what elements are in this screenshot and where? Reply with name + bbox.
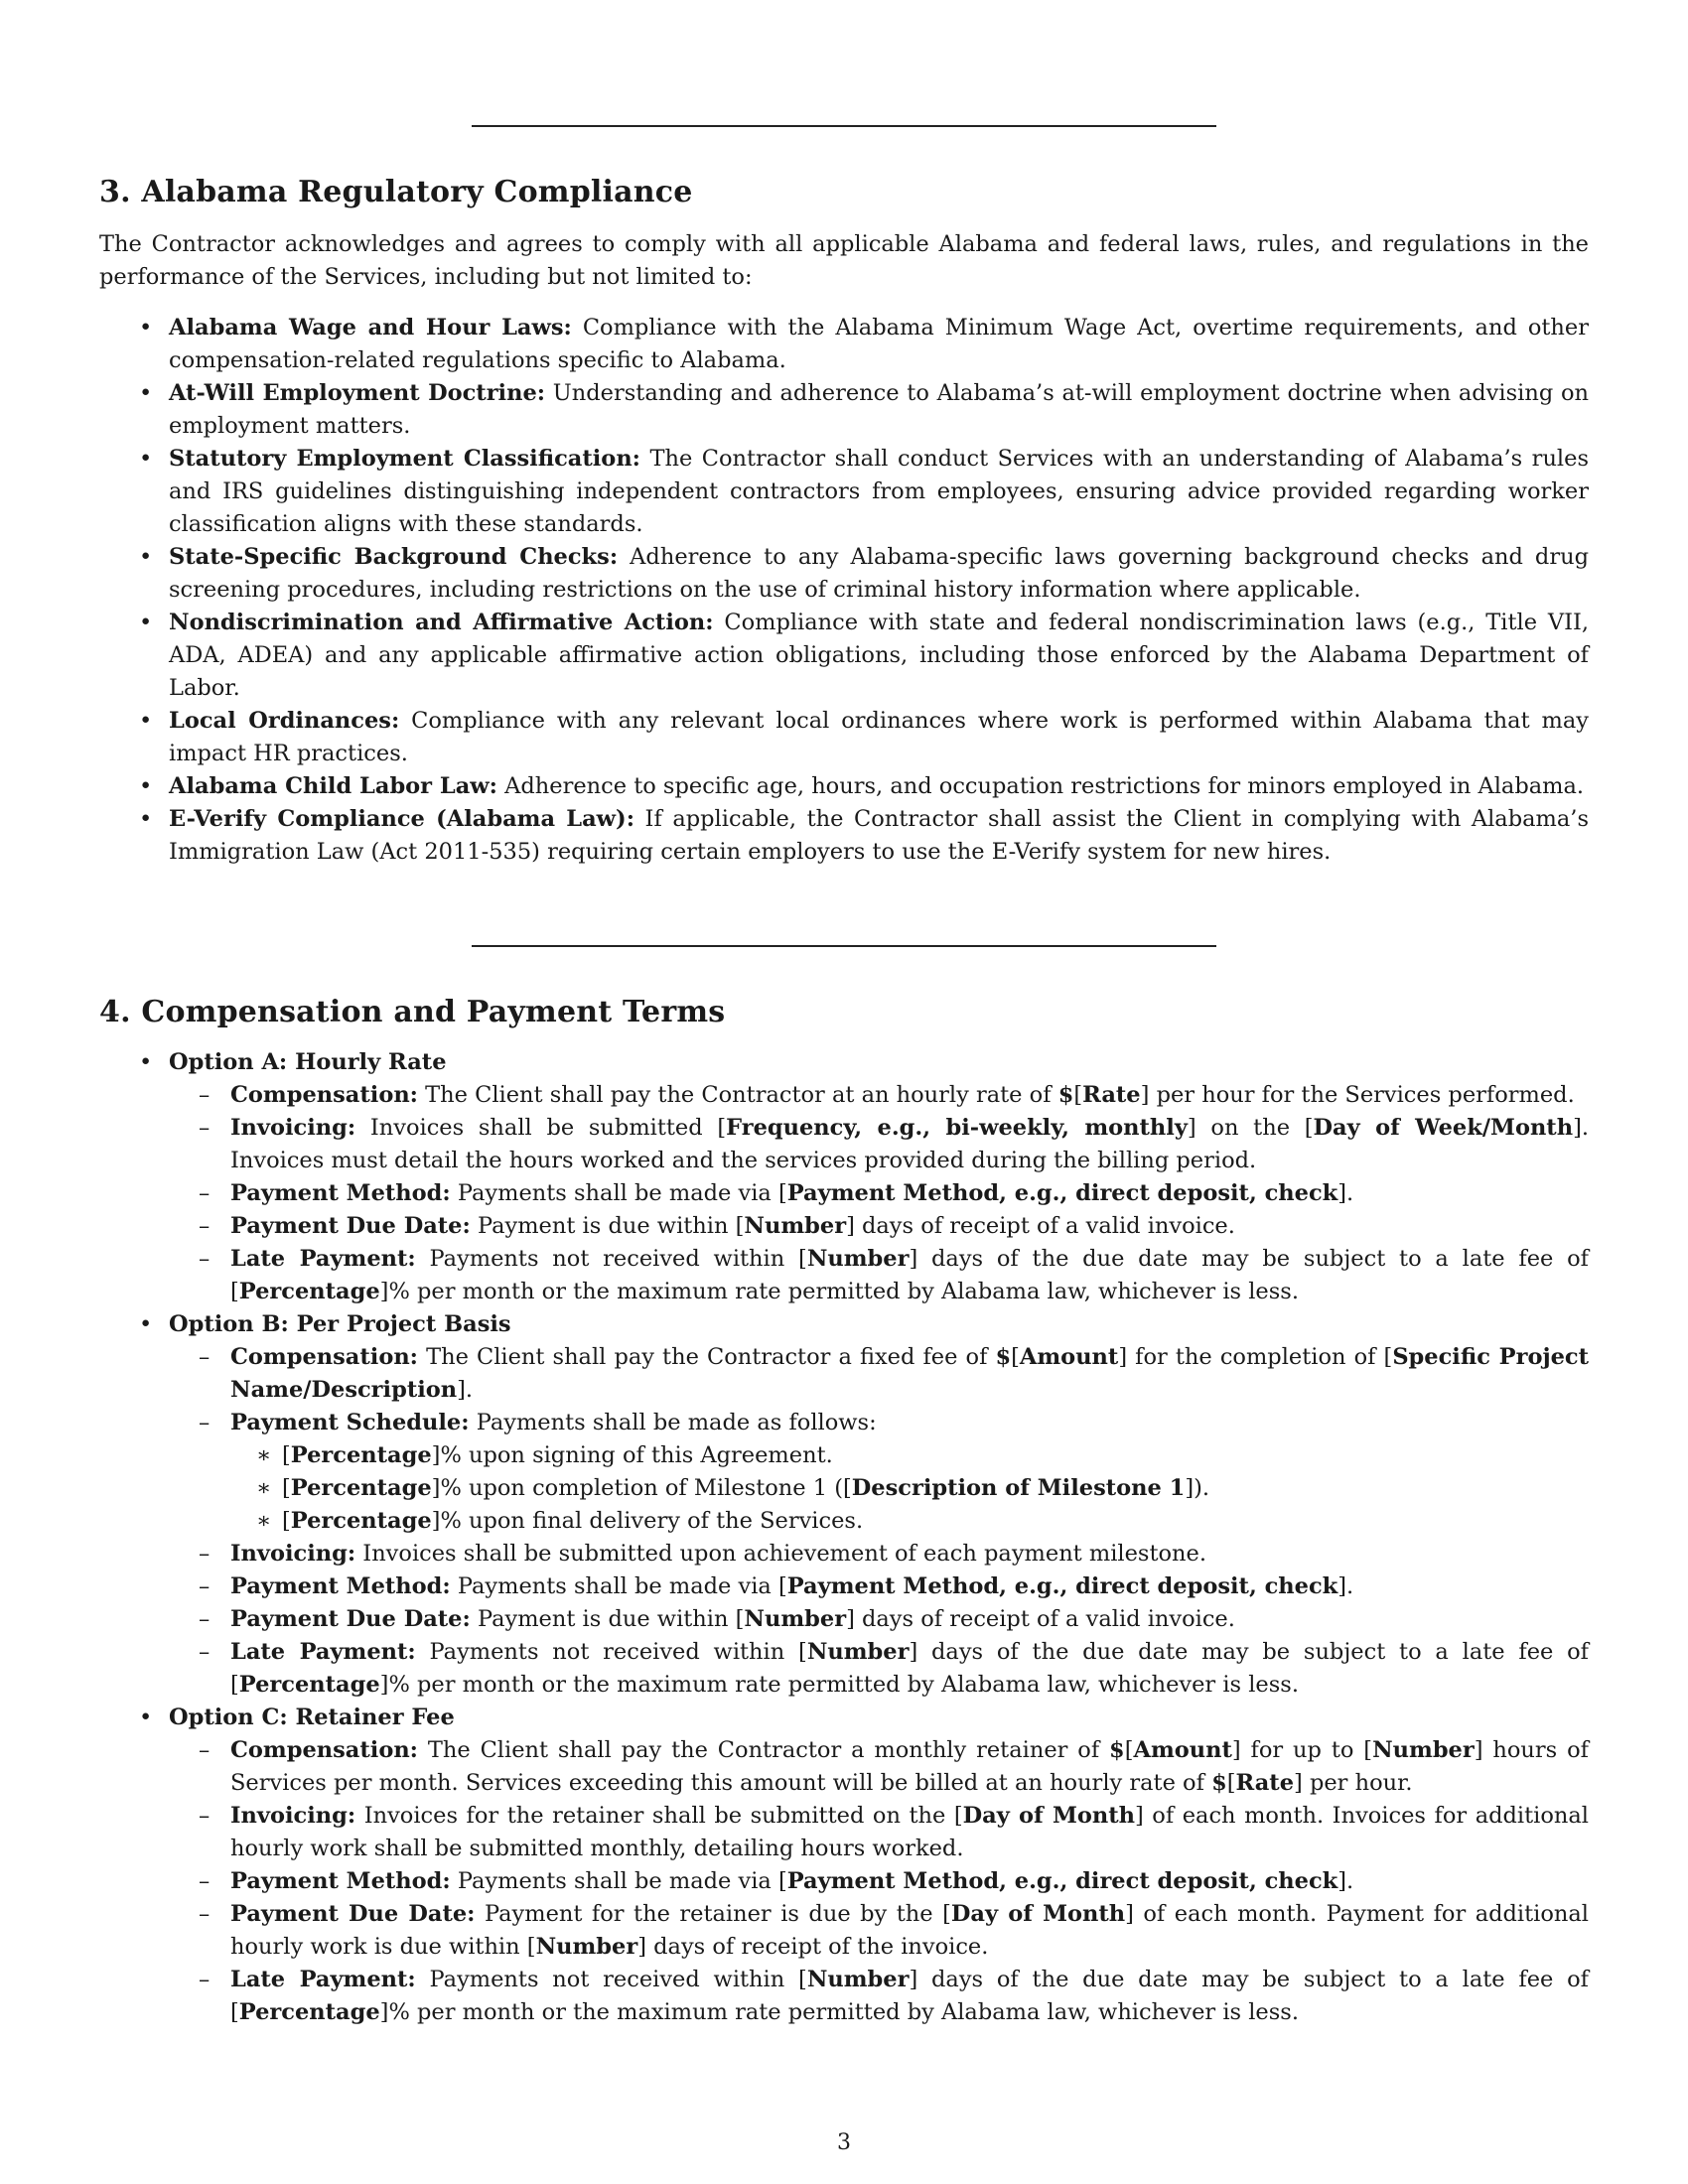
text-run: ]% upon signing of this Agreement. — [431, 1442, 833, 1468]
milestone-item — [230, 1439, 1589, 1472]
bold-text: Number — [535, 1934, 638, 1960]
text-run: ] days of receipt of a valid invoice. — [846, 1213, 1235, 1239]
text-run: Payment for the retainer is due by the [ — [475, 1901, 951, 1927]
item-text: Compliance with any relevant local ordinances where work is performed within Alabama that may impact HR practices. — [169, 708, 1589, 766]
bold-text: Payment Due Date: — [230, 1606, 471, 1632]
option-term — [169, 1407, 1589, 1538]
text-run: [ — [1073, 1082, 1083, 1108]
option-term — [169, 1243, 1589, 1308]
section-4-list-container — [99, 1046, 1589, 2029]
item-text: Adherence to specific age, hours, and occupation restrictions for minors employed in Alabama. — [496, 773, 1585, 799]
text-run: ]% per month or the maximum rate permitted by Alabama law, whichever is less. — [379, 1999, 1299, 2025]
text-run: ]% per month or the maximum rate permitted by Alabama law, whichever is less. — [379, 1279, 1299, 1304]
bold-text: Invoicing: — [230, 1803, 356, 1829]
bold-text: Day of Week/Month — [1313, 1115, 1574, 1141]
option-title: Option A: Hourly Rate — [169, 1049, 447, 1075]
item-label: E-Verify Compliance (Alabama Law): — [169, 806, 634, 832]
text-run: Payment is due within [ — [470, 1606, 745, 1632]
bold-text: Percentage — [290, 1442, 432, 1468]
bold-text: Rate — [1082, 1082, 1141, 1108]
text-run: ]). — [1185, 1475, 1210, 1501]
text-run: Payments not received within [ — [415, 1639, 807, 1665]
bold-text: $ — [1109, 1737, 1125, 1763]
compliance-item — [99, 377, 1589, 443]
item-text: Adherence to any Alabama-specific laws governing background checks and drug screening procedures, including restrictions on the use of criminal history information where applicable. — [169, 544, 1589, 603]
bold-text: Payment Method, e.g., direct deposit, check — [786, 1180, 1338, 1206]
item-text: Compliance with the Alabama Minimum Wage Act, overtime requirements, and other compensation-related regulations specific to Alabama. — [169, 315, 1589, 373]
option-term — [169, 1865, 1589, 1898]
text-run: ] on the [ — [1187, 1115, 1314, 1141]
payment-option — [99, 1046, 1589, 1308]
text-run: ]% per month or the maximum rate permitted by Alabama law, whichever is less. — [379, 1672, 1299, 1698]
compliance-list — [99, 312, 1589, 869]
text-run: ] days of receipt of a valid invoice. — [846, 1606, 1235, 1632]
bold-text: Compensation: — [230, 1737, 418, 1763]
text-run: ]. — [1337, 1573, 1354, 1599]
bold-text: $ — [995, 1344, 1012, 1370]
item-text: The Contractor shall conduct Services with an understanding of Alabama’s rules and IRS guidelines distinguishing independent contractors from employees, ensuring advice provided regarding worker classification aligns with these standards. — [169, 446, 1589, 537]
bold-text: Late Payment: — [230, 1246, 416, 1272]
text-run: Invoices shall be submitted [ — [355, 1115, 727, 1141]
compliance-item — [99, 705, 1589, 770]
page-number: 3 — [837, 2130, 851, 2155]
text-run: [ — [282, 1442, 291, 1468]
option-term — [169, 1734, 1589, 1800]
item-text: If applicable, the Contractor shall assist the Client in complying with Alabama’s Immigration Law (Act 2011-535) requiring certain employers to use the E-Verify system for new hires. — [169, 806, 1589, 865]
option-term — [169, 1964, 1589, 2029]
text-run: Payments shall be made via [ — [450, 1573, 787, 1599]
bold-text: Percentage — [238, 1279, 380, 1304]
section-divider — [472, 945, 1216, 947]
bold-text: Invoicing: — [230, 1541, 356, 1567]
bold-text: Late Payment: — [230, 1639, 416, 1665]
text-run: Payments shall be made as follows: — [469, 1410, 877, 1435]
bold-text: Payment Method: — [230, 1180, 451, 1206]
text-run: [ — [1124, 1737, 1134, 1763]
text-run: The Client shall pay the Contractor at an hourly rate of — [418, 1082, 1058, 1108]
bold-text: Payment Schedule: — [230, 1410, 470, 1435]
text-run: ] per hour. — [1294, 1770, 1413, 1796]
bold-text: Payment Method: — [230, 1573, 451, 1599]
text-run: ] of each month. Invoices for additional hourly work shall be submitted monthly, detailing hours worked. — [230, 1803, 1589, 1861]
compliance-item — [99, 443, 1589, 541]
bold-text: Percentage — [238, 1999, 380, 2025]
text-run: The Client shall pay the Contractor a monthly retainer of — [418, 1737, 1110, 1763]
compliance-item — [99, 541, 1589, 607]
bold-text: Percentage — [290, 1475, 432, 1501]
bold-text: Frequency, e.g., bi-weekly, monthly — [726, 1115, 1188, 1141]
bold-text: Percentage — [238, 1672, 380, 1698]
text-run: The Client shall pay the Contractor a fixed fee of — [418, 1344, 996, 1370]
bold-text: Compensation: — [230, 1082, 418, 1108]
milestone-item — [230, 1472, 1589, 1505]
option-term — [169, 1570, 1589, 1603]
bold-text: Number — [1372, 1737, 1475, 1763]
bold-text: Rate — [1235, 1770, 1295, 1796]
item-label: Local Ordinances: — [169, 708, 400, 734]
bold-text: Amount — [1133, 1737, 1232, 1763]
option-terms-list — [169, 1079, 1589, 1308]
option-term — [169, 1603, 1589, 1636]
bold-text: Compensation: — [230, 1344, 418, 1370]
compliance-item — [99, 770, 1589, 803]
bold-text: Payment Due Date: — [230, 1901, 476, 1927]
text-run: Invoices shall be submitted upon achievement of each payment milestone. — [355, 1541, 1207, 1567]
bold-text: Day of Month — [962, 1803, 1135, 1829]
compliance-item — [99, 803, 1589, 869]
text-run: ]% upon final delivery of the Services. — [431, 1508, 864, 1534]
bold-text: Invoicing: — [230, 1115, 356, 1141]
text-run: Payments shall be made via [ — [450, 1868, 787, 1894]
text-run: ] days of the due date may be subject to a late fee of [ — [230, 1967, 1590, 2025]
text-run: [ — [1011, 1344, 1020, 1370]
bold-text: $ — [1211, 1770, 1227, 1796]
section-3-list-container — [99, 312, 1589, 869]
text-run: ]% upon completion of Milestone 1 ([ — [431, 1475, 852, 1501]
text-run: Payments not received within [ — [415, 1967, 807, 1992]
section-3-intro: The Contractor acknowledges and agrees to comply with all applicable Alabama and federal laws, rules, and regulations in the performance of the Services, including but not limited to: — [99, 231, 1589, 290]
bold-text: Day of Month — [950, 1901, 1126, 1927]
bold-text: Payment Method, e.g., direct deposit, check — [786, 1868, 1338, 1894]
milestone-item — [230, 1505, 1589, 1538]
bold-text: Amount — [1019, 1344, 1119, 1370]
text-run: Invoices for the retainer shall be submitted on the [ — [355, 1803, 963, 1829]
text-run: ] of each month. Payment for additional hourly work is due within [ — [230, 1901, 1589, 1960]
payment-option — [99, 1308, 1589, 1702]
text-run: Payments not received within [ — [415, 1246, 807, 1272]
text-run: ] days of receipt of the invoice. — [637, 1934, 989, 1960]
option-terms-list — [169, 1341, 1589, 1702]
option-title: Option C: Retainer Fee — [169, 1705, 455, 1730]
text-run: ] for up to [ — [1231, 1737, 1373, 1763]
option-term — [169, 1177, 1589, 1210]
item-label: Statutory Employment Classification: — [169, 446, 640, 472]
text-run: ]. Invoices must detail the hours worked and the services provided during the billing period. — [230, 1115, 1589, 1173]
text-run: Payments shall be made via [ — [450, 1180, 787, 1206]
text-run: [ — [1226, 1770, 1236, 1796]
option-terms-list — [169, 1734, 1589, 2029]
text-run: ] hours of Services per month. Services exceeding this amount will be billed at an hourly rate of — [230, 1737, 1589, 1796]
bold-text: Payment Due Date: — [230, 1213, 471, 1239]
bold-text: $ — [1057, 1082, 1074, 1108]
compliance-item — [99, 607, 1589, 705]
item-label: Alabama Wage and Hour Laws: — [169, 315, 572, 341]
bold-text: Specific Project Name/Description — [230, 1344, 1590, 1403]
option-term — [169, 1112, 1589, 1177]
payment-options-list — [99, 1046, 1589, 2029]
option-term — [169, 1898, 1589, 1964]
item-label: Alabama Child Labor Law: — [169, 773, 497, 799]
compliance-item — [99, 312, 1589, 377]
text-run: ]. — [1337, 1868, 1354, 1894]
item-label: At-Will Employment Doctrine: — [169, 380, 546, 406]
milestone-list — [230, 1439, 1589, 1538]
bold-text: Number — [744, 1606, 847, 1632]
option-term — [169, 1210, 1589, 1243]
item-text: Compliance with state and federal nondiscrimination laws (e.g., Title VII, ADA, ADEA) and any applicable affirmative action obligations, including those enforced by the Alabama Department of Labor. — [169, 610, 1589, 701]
text-run: ]. — [457, 1377, 474, 1403]
text-run: [ — [282, 1475, 291, 1501]
item-text: Understanding and adherence to Alabama’s at-will employment doctrine when advising on employment matters. — [169, 380, 1589, 439]
option-term — [169, 1800, 1589, 1865]
bold-text: Payment Method, e.g., direct deposit, check — [786, 1573, 1338, 1599]
item-label: Nondiscrimination and Affirmative Action: — [169, 610, 714, 635]
bold-text: Late Payment: — [230, 1967, 416, 1992]
section-3-heading: 3. Alabama Regulatory Compliance — [99, 175, 693, 209]
bold-text: Payment Method: — [230, 1868, 451, 1894]
text-run: ] days of the due date may be subject to a late fee of [ — [230, 1246, 1590, 1304]
text-run: ]. — [1337, 1180, 1354, 1206]
section-4-heading: 4. Compensation and Payment Terms — [99, 995, 726, 1029]
option-term — [169, 1636, 1589, 1702]
bold-text: Number — [806, 1246, 910, 1272]
bold-text: Number — [806, 1967, 910, 1992]
option-term — [169, 1341, 1589, 1407]
option-term — [169, 1079, 1589, 1112]
bold-text: Description of Milestone 1 — [851, 1475, 1186, 1501]
section-divider — [472, 125, 1216, 127]
bold-text: Percentage — [290, 1508, 432, 1534]
text-run: [ — [282, 1508, 291, 1534]
text-run: ] days of the due date may be subject to a late fee of [ — [230, 1639, 1590, 1698]
text-run: ] for the completion of [ — [1118, 1344, 1393, 1370]
bold-text: Number — [806, 1639, 910, 1665]
text-run: ] per hour for the Services performed. — [1140, 1082, 1575, 1108]
option-term — [169, 1538, 1589, 1570]
payment-option — [99, 1702, 1589, 2029]
option-title: Option B: Per Project Basis — [169, 1311, 511, 1337]
bold-text: Number — [744, 1213, 847, 1239]
text-run: Payment is due within [ — [470, 1213, 745, 1239]
item-label: State-Specific Background Checks: — [169, 544, 619, 570]
